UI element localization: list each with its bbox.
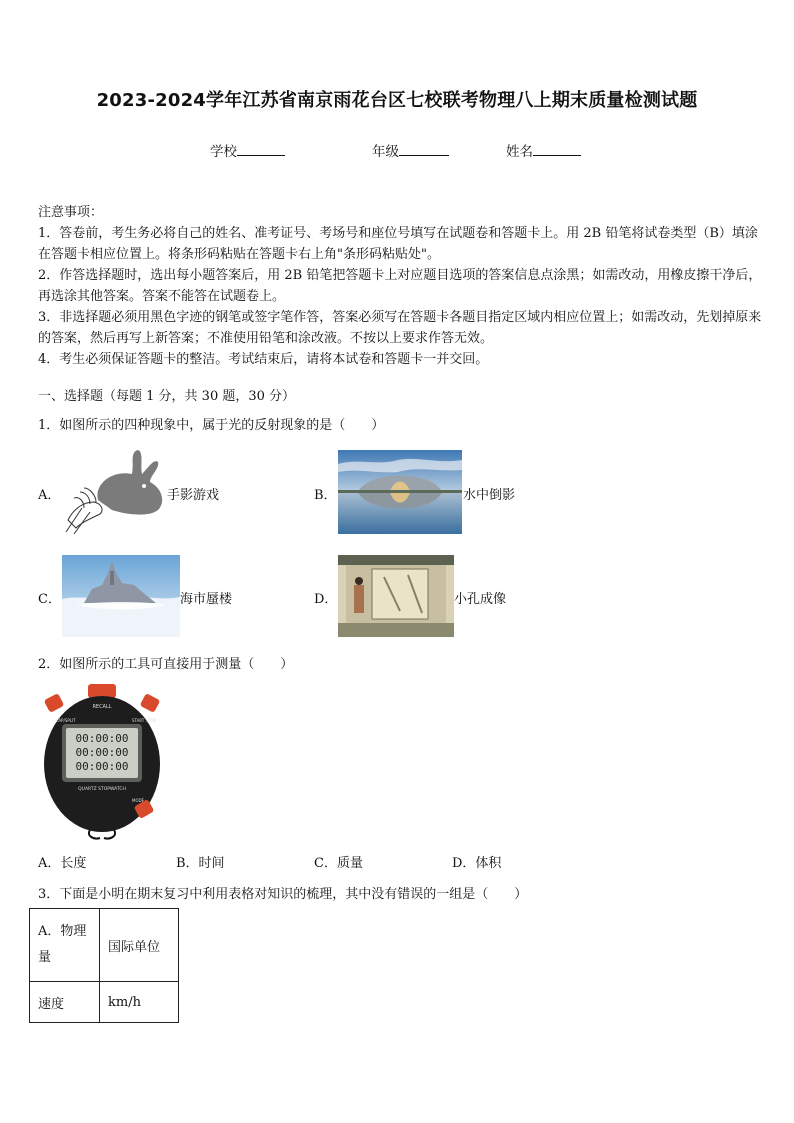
school-field (210, 140, 285, 160)
lcd-row: 00:00:00 (75, 760, 129, 773)
grade-field (372, 140, 449, 160)
q1-option-a-letter: A． (38, 488, 61, 503)
q2-option-d: D．体积 (452, 856, 502, 871)
q1-option-b-letter: B． (314, 488, 337, 503)
table-cell: km/h (100, 982, 179, 1023)
question-2-stem: 2．如图所示的工具可直接用于测量（ ） (38, 657, 294, 672)
page-title: 2023-2024学年江苏省南京雨花台区七校联考物理八上期末质量检测试题 (96, 90, 698, 111)
mirage-image (62, 555, 180, 637)
q1-option-c-label: 海市蜃楼 (180, 592, 233, 607)
note-item: 2．作答选择题时，选出每小题答案后，用 2B 铅笔把答题卡上对应题目选项的答案信息点涂黑；如需改动，用橡皮擦干净后，再选涂其他答案。答案不能答在试题卷上。 (38, 268, 762, 304)
mode-text: MODE (132, 798, 145, 803)
q2-option-c: C．质量 (314, 856, 363, 871)
section-heading: 一、选择题（每题 1 分，共 30 题，30 分） (38, 389, 296, 404)
q1-option-b-label: 水中倒影 (463, 488, 516, 503)
stopwatch-image (40, 684, 164, 840)
name-label: 姓名 (506, 144, 533, 160)
name-field (506, 140, 581, 160)
q1-option-a-label: 手影游戏 (167, 488, 220, 503)
lap-split-text: LAP/SPLIT (56, 718, 76, 723)
note-item: 4．考生必须保证答题卡的整洁。考试结束后，请将本试卷和答题卡一并交回。 (38, 352, 489, 367)
q2-option-a: A．长度 (38, 856, 87, 871)
q1-option-d-letter: D． (314, 592, 338, 607)
notes-heading: 注意事项： (38, 205, 104, 220)
note-item: 1．答卷前，考生务必将自己的姓名、准考证号、考场号和座位号填写在试题卷和答题卡上。用 2B 铅笔将试卷类型（B）填涂在答题卡相应位置上。将条形码粘贴在答题卡右上角"条形码粘贴处"。 (38, 226, 758, 262)
table-header-cell: 国际单位 (100, 909, 179, 982)
exam-notes (38, 202, 762, 370)
recall-text: RECALL (92, 704, 112, 710)
start-stop-text: START STOP (132, 718, 157, 723)
brand-text: QUARTZ STOPWATCH (78, 787, 126, 792)
question-3-stem: 3．下面是小明在期末复习中利用表格对知识的梳理，其中没有错误的一组是（ ） (38, 887, 528, 902)
table-row (30, 982, 179, 1023)
table-header-cell: A．物理量 (30, 909, 100, 982)
lcd-row: 00:00:00 (75, 732, 129, 745)
lcd-row: 00:00:00 (75, 746, 129, 759)
recall-button-shape (88, 684, 116, 698)
note-item: 3．非选择题必须用黑色字迹的钢笔或签字笔作答，答案必须写在答题卡各题目指定区域内相应位置上；如需改动，先划掉原来的答案，然后再写上新答案；不准使用铅笔和涂改液。不按以上要求作答无效。 (38, 310, 762, 346)
water-reflection-image (338, 450, 462, 534)
grade-blank (399, 142, 449, 156)
school-label: 学校 (210, 144, 237, 160)
q1-option-c-letter: C． (38, 592, 61, 607)
table-row (30, 909, 179, 982)
hand-shadow-image (60, 448, 170, 534)
q1-option-d-label: 小孔成像 (454, 592, 507, 607)
q2-option-b: B．时间 (176, 856, 225, 871)
question-1-stem: 1．如图所示的四种现象中，属于光的反射现象的是（ ） (38, 418, 385, 433)
table-cell: 速度 (30, 982, 100, 1023)
name-blank (533, 142, 581, 156)
grade-label: 年级 (372, 144, 399, 160)
pinhole-image (338, 555, 454, 637)
q3-table (29, 908, 179, 1023)
school-blank (237, 142, 285, 156)
